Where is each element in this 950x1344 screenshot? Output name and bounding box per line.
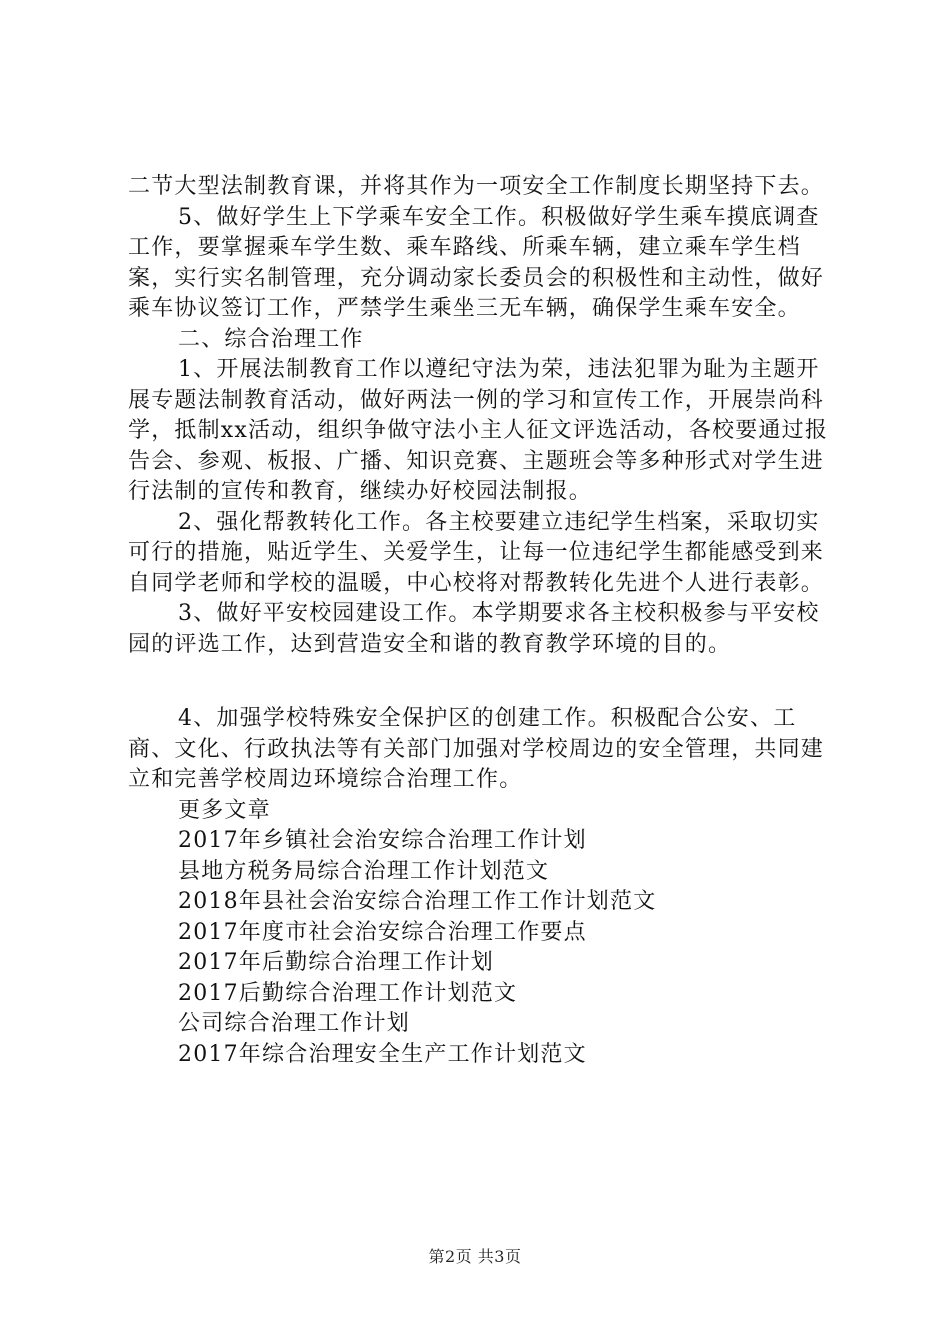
- section-heading-comprehensive-governance: 二、综合治理工作: [178, 326, 364, 352]
- paragraph-legal-education: 1、开展法制教育工作以遵纪守法为荣，违法犯罪为耻为主题开展专题法制教育活动，做好两法一例的学习和宣传工作，开展崇尚科学，抵制xx活动，组织争做守法小主人征文评选活动，各校要通过报告会、参观、板报、广播、知识竞赛、主题班会等多种形式对学生进行法制的宣传和教育，继续办好校园法制报。: [128, 357, 829, 504]
- paragraph-help-transform: 2、强化帮教转化工作。各主校要建立违纪学生档案，采取切实可行的措施，贴近学生、关爱学生，让每一位违纪学生都能感受到来自同学老师和学校的温暖，中心校将对帮教转化先进个人进行表彰。: [128, 509, 825, 596]
- paragraph-continuation: 二节大型法制教育课，并将其作为一项安全工作制度长期坚持下去。: [128, 174, 825, 199]
- article-link[interactable]: 公司综合治理工作计划: [178, 1011, 411, 1036]
- more-articles-heading: 更多文章: [178, 797, 271, 823]
- article-link[interactable]: 2017年乡镇社会治安综合治理工作计划: [178, 828, 587, 853]
- article-link[interactable]: 2017后勤综合治理工作计划范文: [178, 980, 518, 1006]
- paragraph-safe-campus: 3、做好平安校园建设工作。本学期要求各主校积极参与平安校园的评选工作，达到营造安全和谐的教育教学环境的目的。: [128, 601, 820, 657]
- paragraph-protection-zone: 4、加强学校特殊安全保护区的创建工作。积极配合公安、工商、文化、行政执法等有关部门加强对学校周边的安全管理，共同建立和完善学校周边环境综合治理工作。: [128, 706, 825, 792]
- paragraph-bus-safety: 5、做好学生上下学乘车安全工作。积极做好学生乘车摸底调查工作，要掌握乘车学生数、乘车路线、所乘车辆，建立乘车学生档案，实行实名制管理，充分调动家长委员会的积极性和主动性，做好乘车协议签订工作，严禁学生乘坐三无车辆，确保学生乘车安全。: [128, 204, 825, 321]
- article-link[interactable]: 县地方税务局综合治理工作计划范文: [178, 858, 550, 884]
- article-link[interactable]: 2017年综合治理安全生产工作计划范文: [178, 1041, 587, 1067]
- article-link[interactable]: 2018年县社会治安综合治理工作工作计划范文: [178, 889, 657, 914]
- page-footer: 第2页 共3页: [428, 1247, 522, 1266]
- paragraph-gap: [128, 660, 838, 704]
- more-articles-list: [128, 826, 838, 1070]
- document-body: [128, 172, 838, 1070]
- article-link[interactable]: 2017年后勤综合治理工作计划: [178, 950, 494, 975]
- article-link[interactable]: 2017年度市社会治安综合治理工作要点: [178, 919, 587, 945]
